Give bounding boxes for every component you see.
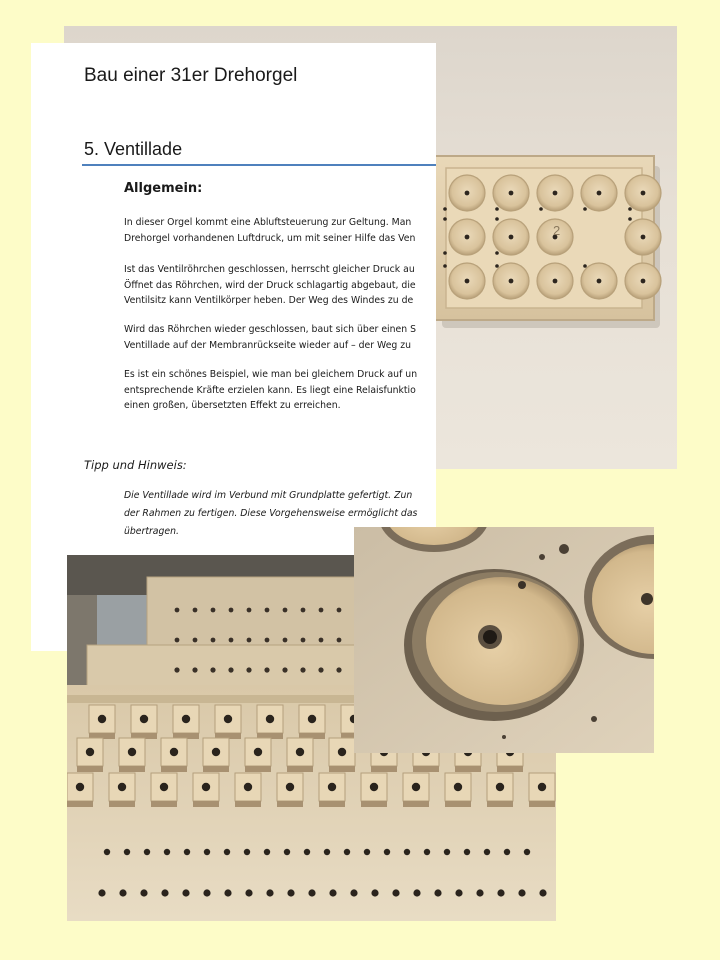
board-hole: [364, 849, 370, 855]
marker-dot: [495, 217, 499, 221]
block-shadow: [203, 766, 229, 772]
valve-hole: [509, 279, 514, 284]
board-hole: [337, 638, 342, 643]
board-hole: [504, 849, 510, 855]
board-hole: [174, 667, 179, 672]
paragraph-line: Wird das Röhrchen wieder geschlossen, baut sich über einen S: [124, 324, 416, 335]
board-hole: [124, 849, 130, 855]
block-shadow: [277, 801, 303, 807]
tip-line: übertragen.: [124, 526, 179, 537]
valve-hole: [509, 191, 514, 196]
board-hole: [210, 667, 215, 672]
board-hole: [476, 889, 483, 896]
board-hole: [404, 849, 410, 855]
board-hole: [98, 889, 105, 896]
marker-dot: [443, 264, 447, 268]
board-hole: [300, 667, 305, 672]
board-hole: [283, 608, 288, 613]
valve-closeup-image: [354, 527, 654, 753]
valve-hole: [553, 191, 558, 196]
block-hole: [412, 783, 420, 791]
marker-dot: [628, 217, 632, 221]
block-shadow: [151, 801, 177, 807]
board-hole: [518, 889, 525, 896]
block-shadow: [245, 766, 271, 772]
valve-hole: [641, 235, 646, 240]
paragraph-line: Öffnet das Röhrchen, wird der Druck schlagartig abgebaut, die: [124, 279, 416, 291]
board-hole: [211, 638, 216, 643]
board-hole: [246, 667, 251, 672]
board-hole: [265, 608, 270, 613]
block-hole: [496, 783, 504, 791]
block-hole: [160, 783, 168, 791]
board-hole: [464, 849, 470, 855]
board-hole: [350, 889, 357, 896]
board-hole: [244, 849, 250, 855]
board-hole: [301, 608, 306, 613]
paragraph-line: einen großen, übersetzten Effekt zu erreichen.: [124, 400, 341, 411]
board-hole: [524, 849, 530, 855]
board-hole: [384, 849, 390, 855]
board-hole: [344, 849, 350, 855]
board-hole: [484, 849, 490, 855]
marker-dot: [495, 251, 499, 255]
block-hole: [86, 748, 94, 756]
board-hole: [224, 889, 231, 896]
board-hole: [304, 849, 310, 855]
board-hole: [193, 608, 198, 613]
board-hole: [247, 608, 252, 613]
board-hole: [245, 889, 252, 896]
block-shadow: [413, 766, 439, 772]
marker-dot: [443, 251, 447, 255]
board-hole: [266, 889, 273, 896]
board-hole: [434, 889, 441, 896]
board-hole: [413, 889, 420, 896]
block-shadow: [455, 766, 481, 772]
block-hole: [538, 783, 546, 791]
board-hole: [497, 889, 504, 896]
block-shadow: [319, 801, 345, 807]
board-hole: [319, 638, 324, 643]
board-hole: [229, 638, 234, 643]
paragraph-line: Ventilsitz kann Ventilkörper heben. Der Weg des Windes zu de: [124, 295, 414, 306]
block-shadow: [77, 766, 103, 772]
board-hole: [192, 667, 197, 672]
board-hole: [301, 638, 306, 643]
tip-line: der Rahmen zu fertigen. Diese Vorgehensweise ermöglicht das: [124, 508, 418, 519]
board-hole: [229, 608, 234, 613]
block-shadow: [119, 766, 145, 772]
block-shadow: [109, 801, 135, 807]
section-heading: 5. Ventillade: [84, 139, 183, 159]
board-hole: [247, 638, 252, 643]
marker-dot: [628, 207, 632, 211]
document-title: Bau einer 31er Drehorgel: [84, 65, 298, 86]
board-hole: [224, 849, 230, 855]
block-shadow: [361, 801, 387, 807]
block-shadow: [529, 801, 555, 807]
valve-hole: [597, 191, 602, 196]
board-hole: [264, 849, 270, 855]
paragraph-line: In dieser Orgel kommt eine Abluftsteuerung zur Geltung. Man: [124, 217, 412, 228]
board-hole: [371, 889, 378, 896]
block-shadow: [235, 801, 261, 807]
block-shadow: [287, 766, 313, 772]
valve-hole: [465, 235, 470, 240]
block-shadow: [497, 766, 523, 772]
block-shadow: [371, 766, 397, 772]
marker-dot: [495, 264, 499, 268]
board-hole: [104, 849, 110, 855]
board-hole: [161, 889, 168, 896]
paragraph-4: [124, 367, 436, 414]
board-hole: [444, 849, 450, 855]
block-hole: [244, 783, 252, 791]
board-hole: [264, 667, 269, 672]
block-hole: [254, 748, 262, 756]
board-hole: [287, 889, 294, 896]
block-hole: [370, 783, 378, 791]
board-hole: [329, 889, 336, 896]
block-hole: [338, 748, 346, 756]
board-hole: [175, 608, 180, 613]
block-hole: [170, 748, 178, 756]
board-hole: [204, 849, 210, 855]
board-hole: [337, 608, 342, 613]
block-hole: [212, 748, 220, 756]
valve-hole: [509, 235, 514, 240]
board-hole: [324, 849, 330, 855]
paragraph-1: [124, 215, 436, 246]
block-shadow: [403, 801, 429, 807]
block-shadow: [445, 801, 471, 807]
board-hole: [140, 889, 147, 896]
board-hole: [336, 667, 341, 672]
marker-dot: [539, 207, 543, 211]
board-hole: [228, 667, 233, 672]
board-hole: [424, 849, 430, 855]
block-hole: [308, 715, 316, 723]
paragraph-line: Drehorgel vorhandenen Luftdruck, um mit seiner Hilfe das Ven: [124, 232, 416, 244]
block-shadow: [329, 766, 355, 772]
paragraph-line: Ist das Ventilröhrchen geschlossen, herrscht gleicher Druck au: [124, 264, 415, 275]
heading-rule: [82, 164, 436, 166]
block-shadow: [487, 801, 513, 807]
paragraph-line: Es ist ein schönes Beispiel, wie man bei gleichem Druck auf un: [124, 369, 418, 380]
board-hole: [308, 889, 315, 896]
block-hole: [98, 715, 106, 723]
block-hole: [286, 783, 294, 791]
valve-hole: [641, 279, 646, 284]
board-hole: [175, 638, 180, 643]
block-shadow: [161, 766, 187, 772]
block-shadow: [67, 801, 93, 807]
tip-line: Die Ventillade wird im Verbund mit Grundplatte gefertigt. Zun: [124, 490, 413, 501]
valve-hole: [553, 279, 558, 284]
board-hole: [184, 849, 190, 855]
board-hole: [283, 638, 288, 643]
block-hole: [140, 715, 148, 723]
box-marking: 2: [553, 223, 561, 238]
board-hole: [211, 608, 216, 613]
block-hole: [128, 748, 136, 756]
board-hole: [284, 849, 290, 855]
marker-dot: [443, 217, 447, 221]
paragraph-3: [124, 322, 436, 353]
block-hole: [202, 783, 210, 791]
marker-dot: [583, 207, 587, 211]
board-hole: [119, 889, 126, 896]
board-hole: [282, 667, 287, 672]
photo-valve-closeup: [354, 527, 654, 753]
block-hole: [182, 715, 190, 723]
valve-hole: [641, 191, 646, 196]
board-hole: [539, 889, 546, 896]
board-hole: [455, 889, 462, 896]
board-hole: [144, 849, 150, 855]
board-hole: [319, 608, 324, 613]
block-hole: [76, 783, 84, 791]
subheading-allgemein: Allgemein:: [124, 181, 203, 196]
valve-hole: [465, 279, 470, 284]
block-hole: [224, 715, 232, 723]
tip-heading: Tipp und Hinweis:: [84, 458, 187, 472]
valve-hole: [465, 191, 470, 196]
board-hole: [182, 889, 189, 896]
paragraph-2: [124, 262, 436, 309]
paragraph-line: Ventillade auf der Membranrückseite wieder auf – der Weg zu: [124, 339, 412, 351]
board-hole: [392, 889, 399, 896]
marker-dot: [443, 207, 447, 211]
block-hole: [118, 783, 126, 791]
block-hole: [266, 715, 274, 723]
block-hole: [454, 783, 462, 791]
marker-dot: [495, 207, 499, 211]
board-hole: [164, 849, 170, 855]
board-hole: [265, 638, 270, 643]
block-hole: [296, 748, 304, 756]
board-hole: [193, 638, 198, 643]
board-hole: [318, 667, 323, 672]
valve-hole: [597, 279, 602, 284]
block-hole: [328, 783, 336, 791]
paragraph-line: entsprechende Kräfte erzielen kann. Es liegt eine Relaisfunktio: [124, 384, 416, 396]
marker-dot: [583, 264, 587, 268]
block-shadow: [193, 801, 219, 807]
board-hole: [203, 889, 210, 896]
